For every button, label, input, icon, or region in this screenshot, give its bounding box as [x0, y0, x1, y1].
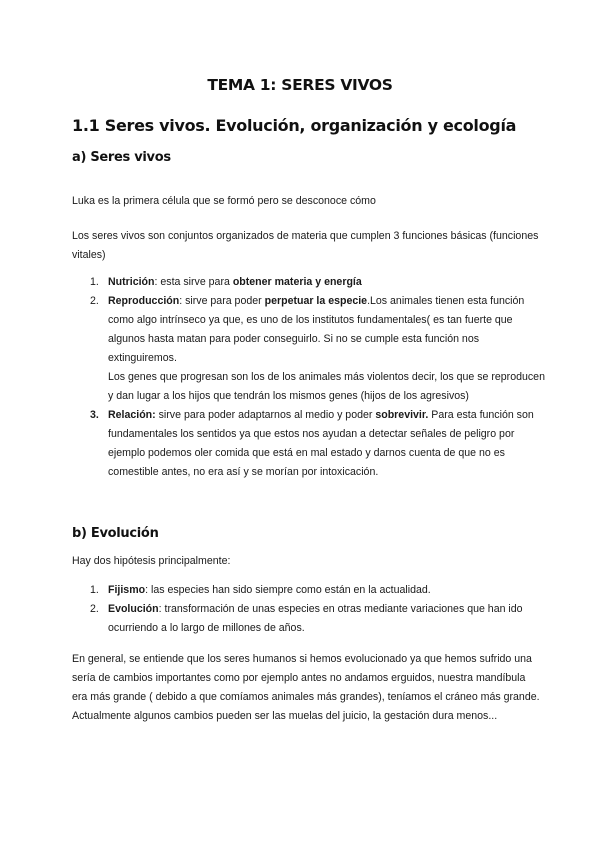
item-text: : transformación de unas especies en otras mediante variaciones que han ido ocurriendo a lo largo de millones de años. [108, 603, 523, 634]
page-title: TEMA 1: SERES VIVOS [207, 76, 393, 94]
term: Nutrición [108, 276, 155, 288]
paragraph-seres-vivos: Los seres vivos son conjuntos organizados de materia que cumplen 3 funciones básicas (funciones vitales) [72, 230, 539, 261]
item-text: : esta sirve para [154, 276, 233, 288]
hypotheses-list [72, 581, 547, 638]
list-number: 2. [90, 295, 99, 307]
list-item-reproduccion [72, 292, 547, 406]
list-number: 2. [90, 603, 99, 615]
item-extra-text: Los genes que progresan son los de los animales más violentos decir, los que se reproducen y dan lugar a los hijos que tendrán los mismos genes (hijos de los agresivos) [108, 371, 545, 402]
subsection-heading-seres-vivos: a) Seres vivos [72, 150, 171, 165]
paragraph-evolucion-humana: En general, se entiende que los seres humanos si hemos evolucionado ya que hemos sufrido una sería de cambios importantes como por ejemplo antes no andamos erguidos, nuestra mandíbula era más grande ( debido a que comíamos animales más grandes), teníamos el cráneo más grande. Actualmente algunos cambios pueden ser las muelas del juicio, la gestación dura menos... [72, 653, 540, 722]
list-item-nutricion [72, 273, 547, 292]
list-item-fijismo [72, 581, 547, 600]
bold-text: obtener materia y energía [232, 276, 362, 288]
item-text: sirve para poder adaptarnos al medio y poder [155, 409, 376, 421]
term: Evolución [108, 603, 159, 615]
list-number: 1. [90, 584, 99, 596]
term: Fijismo [108, 584, 146, 596]
paragraph-luka: Luka es la primera célula que se formó pero se desconoce cómo [72, 195, 376, 207]
subsection-heading-evolucion: b) Evolución [72, 526, 159, 541]
term: Relación: [108, 409, 156, 421]
list-number: 1. [90, 276, 99, 288]
list-item-evolucion [72, 600, 547, 638]
section-heading: 1.1 Seres vivos. Evolución, organización y ecología [72, 116, 517, 135]
item-text: : sirve para poder [179, 295, 265, 307]
bold-text: perpetuar la especie [264, 295, 368, 307]
functions-list [72, 273, 547, 482]
item-text: : las especies han sido siempre como están en la actualidad. [145, 584, 431, 596]
list-item-relacion [72, 406, 547, 482]
term: Reproducción [108, 295, 180, 307]
paragraph-hipotesis: Hay dos hipótesis principalmente: [72, 555, 231, 567]
bold-text: sobrevivir. [375, 409, 429, 421]
item-text: Para esta función son fundamentales los sentidos ya que estos nos ayudan a detectar señales de peligro por ejemplo podemos oler comida que está en mal estado y darnos cuenta de que no es comestible antes, no era así y se morían por intoxicación. [108, 409, 534, 478]
item-text: .Los animales tienen esta función como algo intrínseco ya que, es uno de los institutos fundamentales( es tan fuerte que algunos hasta matan para poder conseguirlo. Si no se cumple esta función nos extinguiremos. [108, 295, 525, 364]
list-number: 3. [90, 409, 99, 421]
